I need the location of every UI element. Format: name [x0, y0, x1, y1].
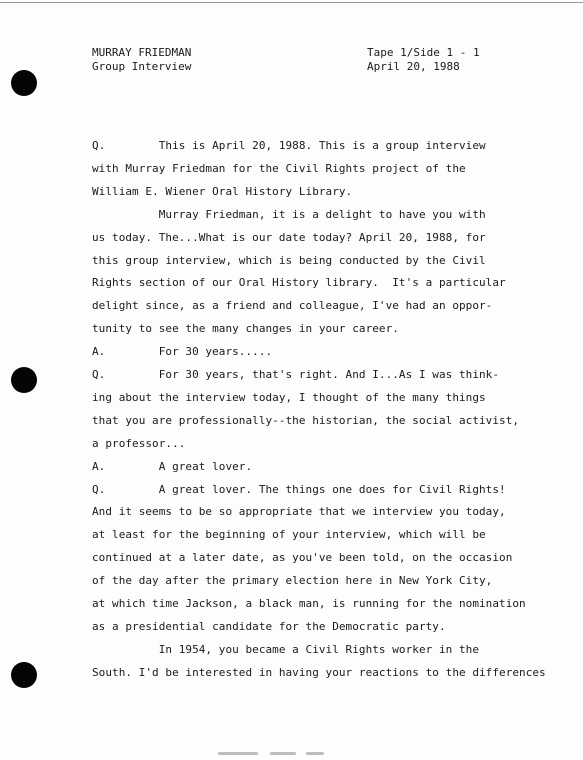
transcript-line: A. A great lover. [92, 459, 253, 473]
transcript-line: In 1954, you became a Civil Rights worker in the [92, 642, 480, 656]
transcript-line: South. I'd be interested in having your reactions to the differences [92, 665, 546, 679]
header-interview-type: Group Interview [92, 60, 192, 73]
transcript-line: as a presidential candidate for the Democratic party. [92, 619, 446, 633]
transcript-line: ing about the interview today, I thought of the many things [92, 390, 486, 404]
bottom-edge-mark [218, 752, 338, 757]
top-edge-rule [0, 2, 583, 3]
punch-hole-top [11, 70, 37, 96]
transcript-line: Q. For 30 years, that's right. And I...As I was think- [92, 368, 500, 381]
punch-hole-middle [11, 367, 37, 393]
transcript-line: tunity to see the many changes in your career. [92, 322, 399, 336]
transcript-line: of the day after the primary election here in New York City, [92, 574, 493, 588]
header-interviewee-name: MURRAY FRIEDMAN [92, 46, 192, 59]
transcript-line: at least for the beginning of your interview, which will be [92, 528, 486, 542]
transcript-line: William E. Wiener Oral History Library. [92, 184, 353, 198]
transcript-line: a professor... [92, 436, 186, 450]
transcript-line: with Murray Friedman for the Civil Rights project of the [92, 161, 466, 175]
transcript-line: Rights section of our Oral History library. It's a particular [92, 276, 506, 290]
transcript-line: delight since, as a friend and colleague, I've had an oppor- [92, 299, 493, 313]
transcript-line: continued at a later date, as you've been told, on the occasion [92, 551, 513, 565]
transcript-line: that you are professionally--the historian, the social activist, [92, 413, 520, 427]
transcript-line: Murray Friedman, it is a delight to have you with [92, 207, 486, 221]
transcript-line: And it seems to be so appropriate that we interview you today, [92, 505, 506, 519]
header-date: April 20, 1988 [367, 60, 460, 73]
transcript-line: A. For 30 years..... [92, 345, 273, 359]
transcript-line: Q. This is April 20, 1988. This is a group interview [92, 139, 486, 152]
transcript-line: Q. A great lover. The things one does for Civil Rights! [92, 482, 506, 496]
transcript-line: this group interview, which is being conducted by the Civil [92, 253, 486, 267]
transcript-line: us today. The...What is our date today? April 20, 1988, for [92, 230, 486, 244]
punch-hole-bottom [11, 662, 37, 688]
header-tape-side: Tape 1/Side 1 - 1 [367, 46, 480, 59]
transcript-line: at which time Jackson, a black man, is running for the nomination [92, 597, 526, 610]
